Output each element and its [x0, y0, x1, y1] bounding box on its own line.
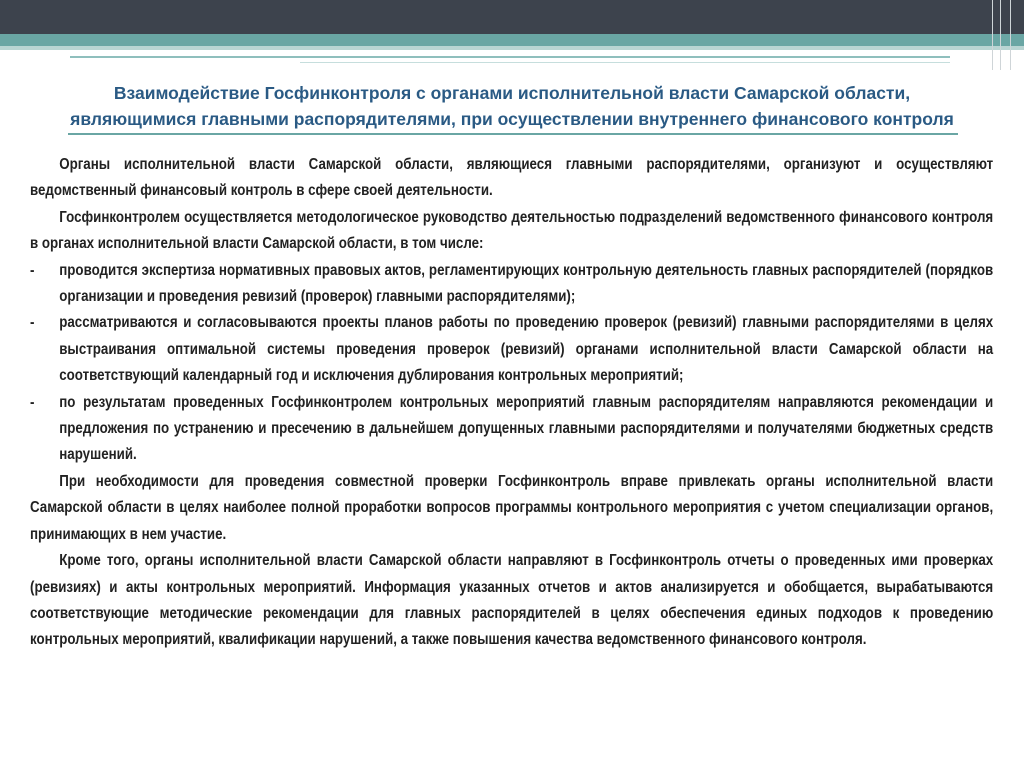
- decor-horizontal-line: [70, 56, 950, 58]
- paragraph-2: Госфинконтролем осуществляется методологическое руководство деятельностью подразделений ведомственного финансового контроля в органах исполнительной власти Самарской области, в том числе:: [30, 208, 994, 253]
- bullet-dash: -: [30, 261, 35, 279]
- header-teal-light-band: [0, 46, 1024, 50]
- bullet-item-2: [30, 310, 993, 389]
- paragraph-4: Кроме того, органы исполнительной власти Самарской области направляют в Госфинконтроль отчеты о проведенных ими проверках (ревизиях) и акты контрольных мероприятий. Информация указанных отчетов и актов анализируется и обобщается, вырабатываются соответствующие методические рекомендации для главных распорядителей в целях обеспечения единых подходов к проведению контрольных мероприятий, квалификации нарушений, а также повышения качества ведомственного финансового контроля.: [30, 552, 994, 649]
- decor-vertical-line: [992, 0, 993, 70]
- bullet-dash: -: [30, 393, 35, 411]
- slide-body: [30, 152, 993, 654]
- bullet-text-1: проводится экспертиза нормативных правовых актов, регламентирующих контрольную деятельность главных распорядителей (порядков организации и проведения ревизий (проверок) главными распорядителями);: [59, 261, 994, 306]
- slide-title-line-1: Взаимодействие Госфинконтроля с органами исполнительной власти Самарской области,: [113, 83, 911, 103]
- header-dark-band: [0, 0, 1024, 34]
- title-underline: [68, 133, 958, 135]
- header-teal-band: [0, 34, 1024, 46]
- paragraph-3: При необходимости для проведения совместной проверки Госфинконтроль вправе привлекать органы исполнительной власти Самарской области в целях наиболее полной проработки вопросов программы контрольного мероприятия с учетом специализации органов, принимающих в нем участие.: [30, 472, 994, 543]
- decor-vertical-line: [1000, 0, 1001, 70]
- decor-horizontal-line: [300, 62, 950, 63]
- bullet-item-3: [30, 390, 993, 469]
- decor-vertical-line: [1010, 0, 1011, 70]
- bullet-text-3: по результатам проведенных Госфинконтролем контрольных мероприятий главным распорядителям направляются рекомендации и предложения по устранению и пресечению в дальнейшем допущенных главными распорядителями и получателями бюджетных средств нарушений.: [59, 393, 994, 464]
- bullet-text-2: рассматриваются и согласовываются проекты планов работы по проведению проверок (ревизий) главными распорядителями в целях выстраивания оптимальной системы проведения проверок (ревизий) органами исполнительной власти Самарской области на соответствующий календарный год и исключения дублирования контрольных мероприятий;: [59, 314, 994, 385]
- bullet-item-1: [30, 258, 993, 311]
- bullet-dash: -: [30, 314, 35, 332]
- slide-title: [50, 80, 974, 132]
- slide-title-line-2: являющимися главными распорядителями, при осуществлении внутреннего финансового контроля: [70, 109, 954, 129]
- paragraph-1: Органы исполнительной власти Самарской области, являющиеся главными распорядителями, организуют и осуществляют ведомственный финансовый контроль в сфере своей деятельности.: [30, 156, 994, 200]
